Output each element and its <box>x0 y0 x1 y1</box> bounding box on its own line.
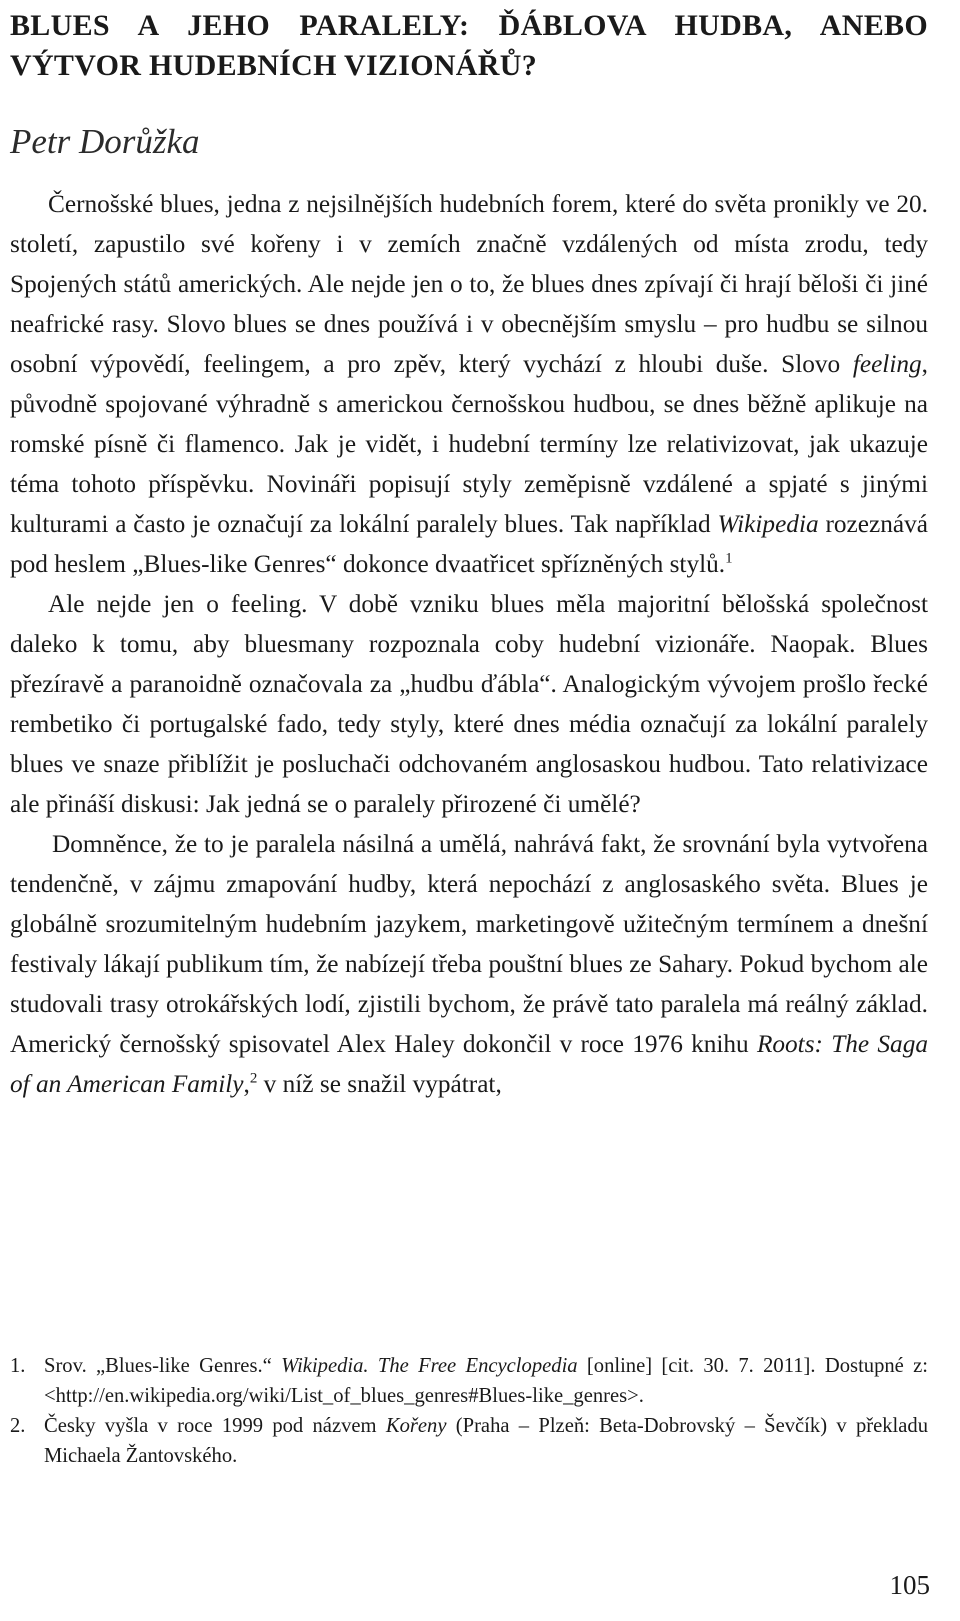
paragraph-text: Černošské blues, jedna z nejsilnějších hudebních forem, které do světa pronikly ve 20. století, zapustilo své kořeny i v zemích značně vzdálených od místa zrodu, tedy Spojených států amerických. Ale nejde jen o to, že blues dnes zpívají či hrají běloši či jiné neafrické rasy. Slovo blues se dnes používá i v obecnějším smyslu – pro hudbu se silnou osobní výpovědí, feelingem, a pro zpěv, který vychází z hloubi duše. Slovo <box>10 190 928 378</box>
footnote-ref: 2 <box>249 1070 258 1087</box>
paragraph-text: v níž se snažil vypátrat, <box>257 1070 502 1098</box>
page <box>10 0 928 1104</box>
article-author: Petr Dorůžka <box>10 122 200 161</box>
paragraph <box>10 824 928 1104</box>
footnote-italic: Wikipedia. The Free Encyclopedia <box>281 1355 578 1377</box>
italic-term: Wikipedia <box>717 510 819 538</box>
paragraph <box>10 184 928 584</box>
paragraph: Ale nejde jen o feeling. V době vzniku blues měla majoritní bělošská společnost daleko k tomu, aby bluesmany rozpoznala coby hudební vizionáře. Naopak. Blues přezíravě a paranoidně označovala za „hudbu ďábla“. Analogickým vývojem prošlo řecké rembetiko či portugalské fado, tedy styly, které dnes média označují za lokální paralely blues ve snaze přiblížit je posluchači odchovaném anglosaskou hudbou. Tato relativizace ale přináší diskusi: Jak jedná se o paralely přirozené či umělé? <box>10 590 928 818</box>
footnote-number: 1. <box>10 1355 26 1377</box>
footnote-italic: Kořeny <box>385 1415 447 1437</box>
book-title: Roots: The Saga of an American Family <box>10 1030 928 1098</box>
paragraph-text: Domněnce, že to je paralela násilná a umělá, nahrává fakt, že srovnání byla vytvořena tendenčně, v zájmu zmapování hudby, která nepochází z anglosaského světa. Blues je globálně srozumitelným hudebním jazykem, marketingově užitečným termínem a dnešní festivaly lákají publikum tím, že nabízejí třeba pouštní blues ze Sahary. Pokud bychom ale studovali trasy otrokářských lodí, zjistili bychom, že právě tato paralela má reálný základ. Americký černošský spisovatel Alex Haley dokončil v roce 1976 knihu <box>10 830 928 1058</box>
footnote <box>10 1411 928 1471</box>
footnote-ref: 1 <box>725 550 733 567</box>
footnote <box>10 1351 928 1411</box>
footnote-text: (Praha – Plzeň: Beta-Dobrovský – Ševčík) v překladu Michaela Žantovského. <box>44 1415 928 1467</box>
footnote-text: Česky vyšla v roce 1999 pod názvem <box>44 1415 386 1437</box>
page-number: 105 <box>889 1570 930 1600</box>
italic-term: feeling <box>852 350 922 378</box>
article-title: BLUES A JEHO PARALELY: ĎÁBLOVA HUDBA, ANEBO VÝTVOR HUDEBNÍCH VIZIONÁŘŮ? <box>10 9 928 82</box>
paragraph-text: , původně spojované výhradně s americkou černošskou hudbou, se dnes běžně aplikuje na romské písně či flamenco. Jak je vidět, i hudební termíny lze relativizovat, jak ukazuje téma tohoto příspěvku. Novináři popisují styly zeměpisně vzdálené a spjaté s jinými kulturami a často je označují za lokální paralely blues. Tak například <box>10 350 928 538</box>
paragraph-text: rozeznává pod heslem „Blues-like Genres“ dokonce dvaatřicet spřízněných stylů. <box>10 510 928 578</box>
footnotes <box>10 1351 928 1471</box>
footnote-text: Srov. „Blues-like Genres.“ <box>44 1355 282 1377</box>
paragraph-text: , <box>243 1070 250 1098</box>
footnote-number: 2. <box>10 1415 26 1437</box>
footnote-text: [online] [cit. 30. 7. 2011]. Dostupné z: <http://en.wikipedia.org/wiki/List_of_blues_genres#Blues-like_genres>. <box>44 1355 928 1407</box>
article-body <box>10 184 928 1104</box>
